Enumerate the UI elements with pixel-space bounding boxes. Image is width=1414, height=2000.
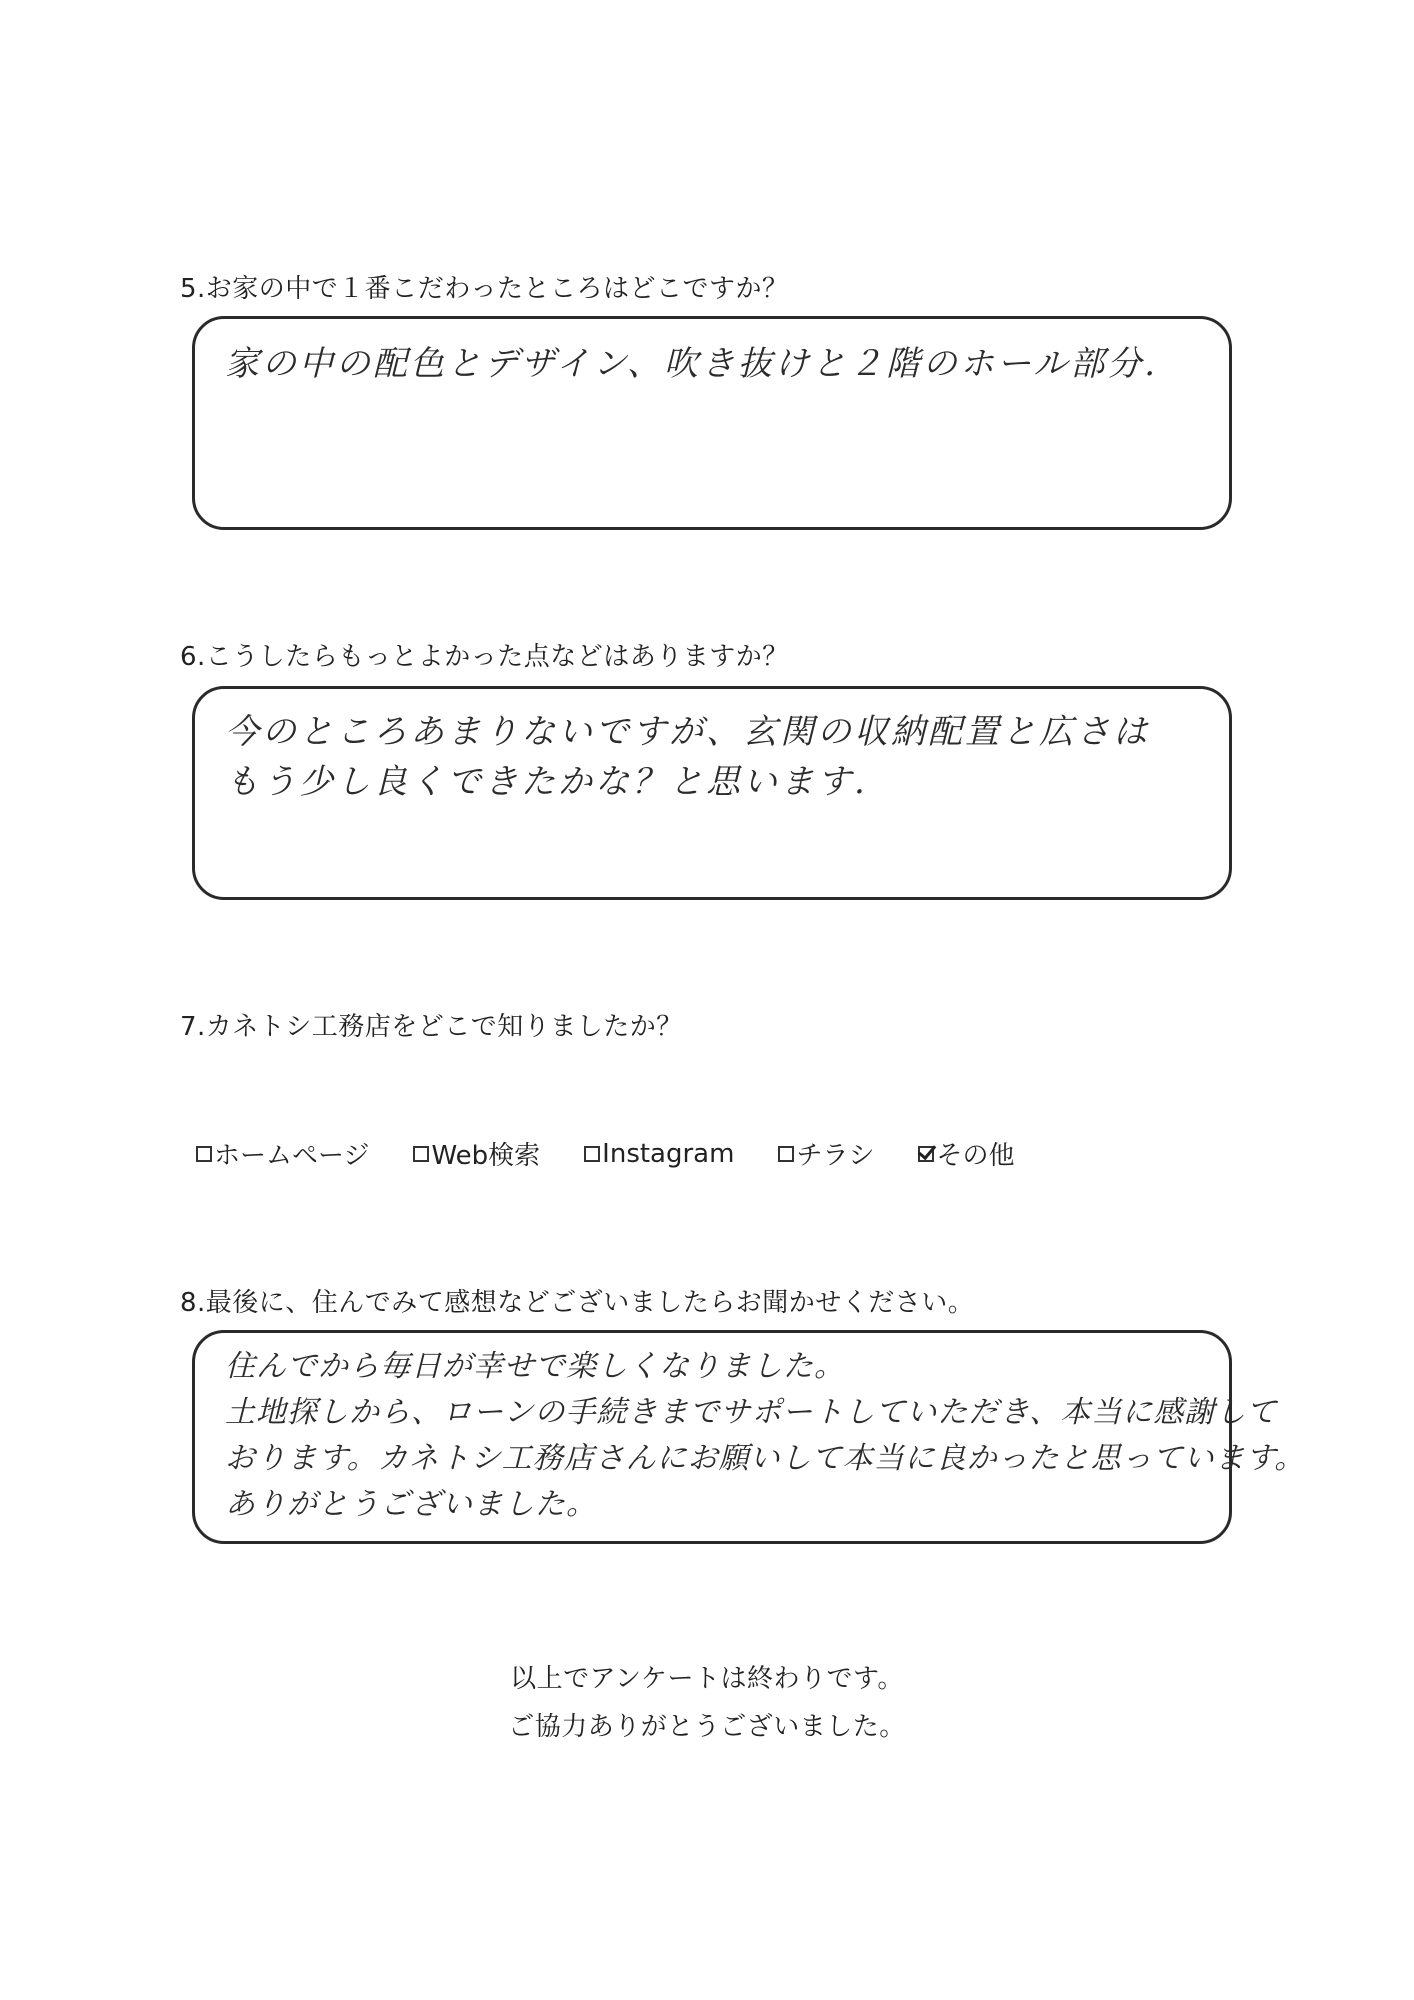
question-6-title: 6.こうしたらもっとよかった点などはありますか？ (180, 642, 789, 672)
option-instagram-label: Instagram (602, 1138, 735, 1169)
answer-5-line-1: 家の中の配色とデザイン、吹き抜けと２階のホール部分. (225, 344, 1159, 384)
question-8-title: 8.最後に、住んでみて感想などございましたらお聞かせください。 (180, 1288, 975, 1318)
option-other-label: その他 (936, 1141, 1015, 1171)
answer-8-line-4: ありがとうございました。 (225, 1487, 597, 1522)
closing-line-2: ご協力ありがとうございました。 (508, 1712, 906, 1742)
option-flyer[interactable] (778, 1135, 874, 1172)
answer-6-line-1: 今のところあまりないですが、玄関の収納配置と広さは (225, 712, 1150, 752)
option-homepage[interactable] (196, 1135, 369, 1172)
option-web-search-label: Web検索 (431, 1141, 541, 1171)
question-7-title: 7.カネトシ工務店をどこで知りましたか？ (180, 1012, 683, 1042)
answer-8-box (192, 1330, 1306, 1544)
option-homepage-label: ホームページ (214, 1141, 370, 1171)
checkbox-other[interactable] (918, 1146, 934, 1162)
source-options (196, 1135, 1214, 1172)
option-flyer-label: チラシ (796, 1141, 875, 1171)
answer-8-line-1: 住んでから毎日が幸せで楽しくなりました。 (225, 1349, 845, 1384)
question-5-title: 5.お家の中で１番こだわったところはどこですか？ (180, 274, 789, 304)
checkbox-web-search[interactable] (413, 1146, 429, 1162)
answer-6-box (192, 686, 1232, 900)
answer-8-line-3: おります。カネトシ工務店さんにお願いして本当に良かったと思っています。 (225, 1441, 1306, 1476)
checkbox-flyer[interactable] (778, 1146, 794, 1162)
option-web-search[interactable] (413, 1135, 540, 1172)
answer-5-box (192, 316, 1232, 530)
answer-6-line-2: もう少し良くできたかな？と思います. (225, 762, 868, 802)
checkbox-instagram[interactable] (584, 1146, 600, 1162)
answer-8-line-2: 土地探しから、ローンの手続きまでサポートしていただき、本当に感謝して (225, 1395, 1278, 1430)
checkbox-homepage[interactable] (196, 1146, 212, 1162)
option-instagram[interactable] (584, 1135, 734, 1172)
closing-line-1: 以上でアンケートは終わりです。 (510, 1664, 904, 1694)
option-other[interactable] (918, 1135, 1014, 1172)
